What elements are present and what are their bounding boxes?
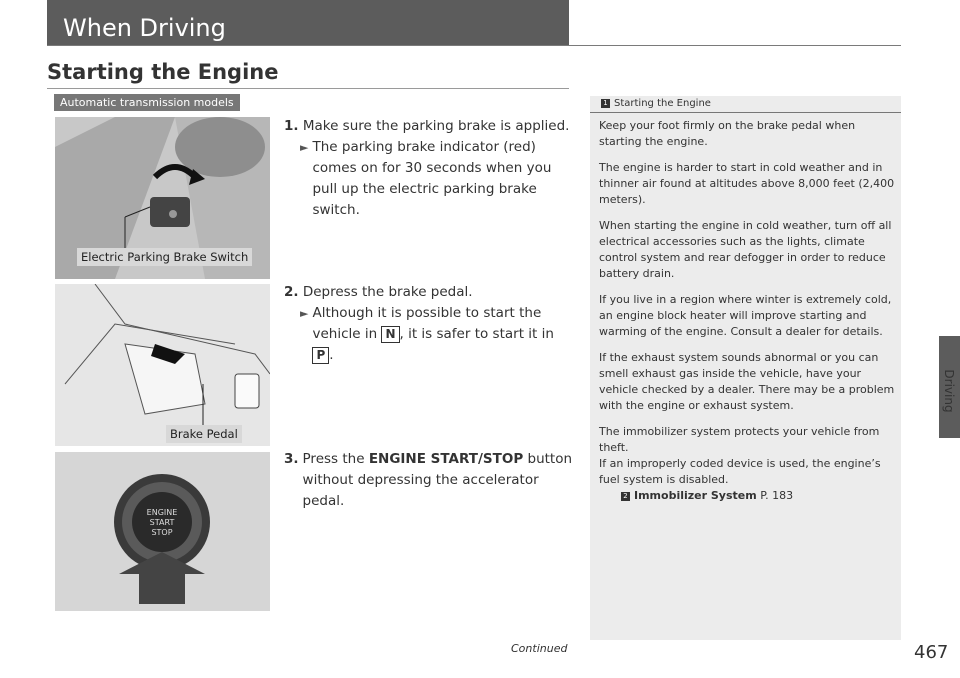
- note-icon: 1: [601, 99, 610, 108]
- step-text-bold: ENGINE START/STOP: [368, 451, 524, 467]
- section-rule: [47, 88, 569, 89]
- sidebar-paragraph: Keep your foot firmly on the brake pedal when starting the engine.: [599, 119, 856, 148]
- reference-icon: 2: [621, 492, 630, 501]
- brake-pedal-image: [55, 284, 270, 446]
- park-key-icon: P: [312, 347, 329, 364]
- sidebar-paragraph: The engine is harder to start in cold weather and in thinner air found at altitudes above 8,000 feet (2,400 meters).: [599, 161, 895, 206]
- page-title: When Driving: [63, 14, 226, 42]
- model-badge: Automatic transmission models: [54, 94, 240, 111]
- engine-start-image: [55, 452, 270, 611]
- continued-label: Continued: [511, 642, 568, 655]
- sidebar-paragraph: If an improperly coded device is used, the engine’s fuel system is disabled.: [599, 457, 881, 486]
- step-sub-pre: Although it is possible to start the vehicle in: [312, 305, 542, 342]
- step-text-post: button without depressing the accelerator pedal.: [302, 451, 573, 509]
- step-2: [284, 282, 574, 366]
- engine-text-1: ENGINE: [146, 508, 178, 517]
- chapter-tab-label: Driving: [942, 369, 956, 413]
- step-number: 2.: [284, 284, 299, 300]
- step-sub-mid: , it is safer to start it in: [399, 326, 554, 342]
- step-1: [284, 116, 574, 221]
- header-rule: [47, 45, 901, 46]
- step-number: 1.: [284, 118, 299, 134]
- page-number: 467: [914, 642, 949, 663]
- sidebar-paragraph: When starting the engine in cold weather, turn off all electrical accessories such as the lights, climate control system and rear defogger in order to reduce battery drain.: [599, 219, 892, 280]
- parking-brake-label: Electric Parking Brake Switch: [77, 248, 252, 266]
- arrow-icon: ►: [300, 141, 309, 154]
- engine-text-2: START: [149, 518, 175, 527]
- engine-text-3: STOP: [151, 528, 173, 537]
- arrow-icon: ►: [300, 307, 309, 320]
- brake-pedal-label: Brake Pedal: [166, 425, 242, 443]
- step-sub: The parking brake indicator (red) comes on for 30 seconds when you pull up the electric parking brake switch.: [312, 139, 552, 218]
- sidebar-paragraph: If the exhaust system sounds abnormal or you can smell exhaust gas inside the vehicle, have your vehicle checked by a dealer. There may be a problem with the engine or exhaust system.: [599, 351, 895, 412]
- neutral-key-icon: N: [381, 326, 399, 343]
- step-sub-post: .: [329, 347, 334, 363]
- immobilizer-link[interactable]: 2 Immobilizer System P. 183: [621, 488, 895, 504]
- sidebar-title: 1 Starting the Engine: [601, 98, 711, 109]
- step-text-pre: Press the: [302, 451, 365, 467]
- step-number: 3.: [284, 451, 299, 467]
- step-text: Depress the brake pedal.: [302, 284, 473, 300]
- step-text: Make sure the parking brake is applied.: [302, 118, 570, 134]
- step-3: [284, 449, 574, 512]
- sidebar-rule: [590, 112, 901, 113]
- section-title: Starting the Engine: [47, 60, 279, 84]
- sidebar-paragraph: The immobilizer system protects your vehicle from theft.: [599, 425, 880, 454]
- sidebar-body: [599, 118, 895, 504]
- sidebar-paragraph: If you live in a region where winter is extremely cold, an engine block heater will improve starting and warming of the engine. Consult a dealer for details.: [599, 293, 892, 338]
